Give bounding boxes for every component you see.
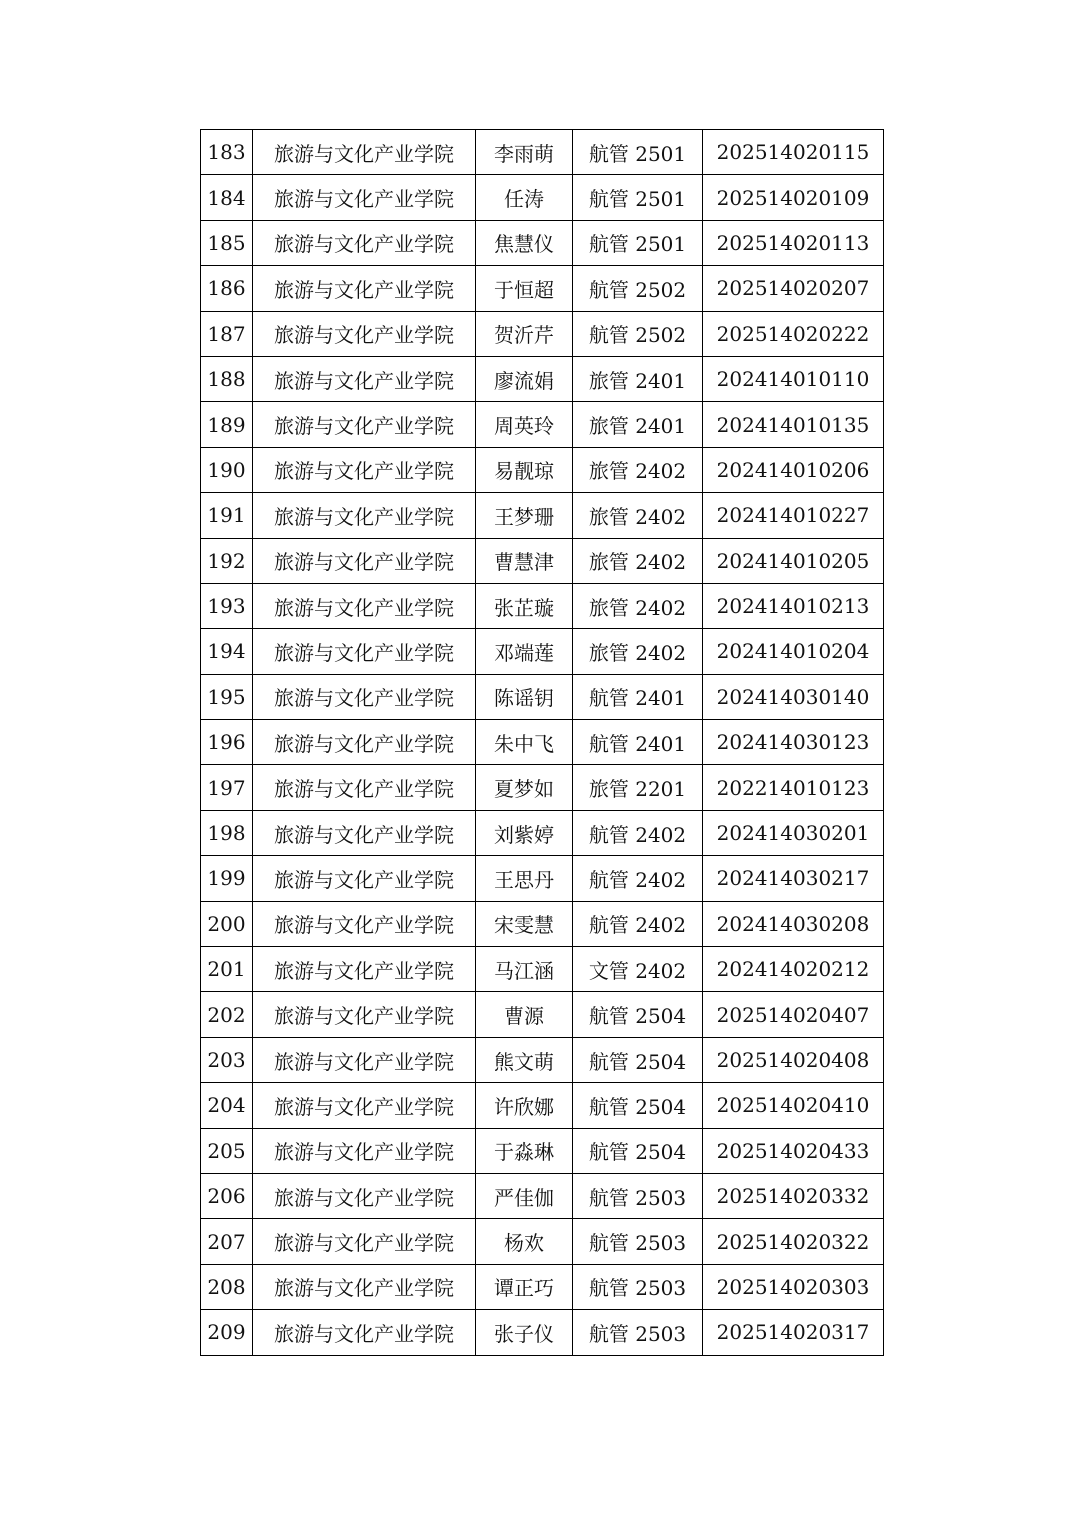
student-name-cell: 马江涵 (476, 947, 573, 992)
student-name-cell: 王思丹 (476, 856, 573, 901)
row-number-cell: 197 (201, 765, 253, 810)
student-id-cell: 202514020322 (703, 1219, 884, 1264)
class-cell: 航管 2502 (573, 266, 703, 311)
row-number-cell: 204 (201, 1083, 253, 1128)
college-cell: 旅游与文化产业学院 (253, 356, 476, 401)
college-cell: 旅游与文化产业学院 (253, 947, 476, 992)
row-number-cell: 186 (201, 266, 253, 311)
table-row (201, 175, 884, 220)
class-cell: 航管 2504 (573, 1128, 703, 1173)
student-name-cell: 贺沂芹 (476, 311, 573, 356)
roster-body (201, 130, 884, 1356)
class-cell: 航管 2504 (573, 992, 703, 1037)
class-cell: 航管 2401 (573, 720, 703, 765)
row-number-cell: 185 (201, 220, 253, 265)
student-id-cell: 202514020115 (703, 130, 884, 175)
row-number-cell: 184 (201, 175, 253, 220)
row-number-cell: 191 (201, 493, 253, 538)
college-cell: 旅游与文化产业学院 (253, 992, 476, 1037)
class-cell: 旅管 2402 (573, 583, 703, 628)
table-row (201, 493, 884, 538)
student-name-cell: 杨欢 (476, 1219, 573, 1264)
table-row (201, 1037, 884, 1082)
class-cell: 航管 2501 (573, 175, 703, 220)
student-id-cell: 202514020207 (703, 266, 884, 311)
student-id-cell: 202414030140 (703, 674, 884, 719)
table-row (201, 856, 884, 901)
row-number-cell: 208 (201, 1264, 253, 1309)
student-name-cell: 廖流娟 (476, 356, 573, 401)
table-row (201, 583, 884, 628)
student-name-cell: 焦慧仪 (476, 220, 573, 265)
table-row (201, 765, 884, 810)
student-id-cell: 202514020408 (703, 1037, 884, 1082)
student-id-cell: 202414010135 (703, 402, 884, 447)
college-cell: 旅游与文化产业学院 (253, 175, 476, 220)
student-name-cell: 曹源 (476, 992, 573, 1037)
row-number-cell: 189 (201, 402, 253, 447)
class-cell: 旅管 2201 (573, 765, 703, 810)
class-cell: 旅管 2401 (573, 402, 703, 447)
class-cell: 旅管 2402 (573, 538, 703, 583)
row-number-cell: 203 (201, 1037, 253, 1082)
class-cell: 航管 2402 (573, 810, 703, 855)
student-name-cell: 张子仪 (476, 1310, 573, 1355)
student-id-cell: 202214010123 (703, 765, 884, 810)
row-number-cell: 205 (201, 1128, 253, 1173)
college-cell: 旅游与文化产业学院 (253, 1083, 476, 1128)
class-cell: 航管 2504 (573, 1037, 703, 1082)
college-cell: 旅游与文化产业学院 (253, 402, 476, 447)
table-row (201, 1128, 884, 1173)
student-id-cell: 202514020332 (703, 1173, 884, 1218)
row-number-cell: 200 (201, 901, 253, 946)
row-number-cell: 187 (201, 311, 253, 356)
college-cell: 旅游与文化产业学院 (253, 810, 476, 855)
class-cell: 航管 2501 (573, 130, 703, 175)
student-id-cell: 202514020303 (703, 1264, 884, 1309)
college-cell: 旅游与文化产业学院 (253, 583, 476, 628)
student-name-cell: 朱中飞 (476, 720, 573, 765)
student-name-cell: 邓端莲 (476, 629, 573, 674)
row-number-cell: 209 (201, 1310, 253, 1355)
student-name-cell: 于恒超 (476, 266, 573, 311)
student-id-cell: 202414020212 (703, 947, 884, 992)
class-cell: 文管 2402 (573, 947, 703, 992)
student-name-cell: 熊文萌 (476, 1037, 573, 1082)
college-cell: 旅游与文化产业学院 (253, 856, 476, 901)
row-number-cell: 190 (201, 447, 253, 492)
table-row (201, 447, 884, 492)
table-row (201, 992, 884, 1037)
student-name-cell: 夏梦如 (476, 765, 573, 810)
student-id-cell: 202414010205 (703, 538, 884, 583)
class-cell: 航管 2504 (573, 1083, 703, 1128)
class-cell: 旅管 2402 (573, 493, 703, 538)
row-number-cell: 199 (201, 856, 253, 901)
student-id-cell: 202514020113 (703, 220, 884, 265)
college-cell: 旅游与文化产业学院 (253, 1128, 476, 1173)
student-name-cell: 于淼琳 (476, 1128, 573, 1173)
student-id-cell: 202414010206 (703, 447, 884, 492)
table-row (201, 130, 884, 175)
row-number-cell: 196 (201, 720, 253, 765)
college-cell: 旅游与文化产业学院 (253, 1037, 476, 1082)
college-cell: 旅游与文化产业学院 (253, 220, 476, 265)
row-number-cell: 206 (201, 1173, 253, 1218)
college-cell: 旅游与文化产业学院 (253, 447, 476, 492)
student-id-cell: 202414030123 (703, 720, 884, 765)
college-cell: 旅游与文化产业学院 (253, 901, 476, 946)
student-name-cell: 宋雯慧 (476, 901, 573, 946)
student-id-cell: 202414030217 (703, 856, 884, 901)
class-cell: 旅管 2401 (573, 356, 703, 401)
student-name-cell: 易靓琼 (476, 447, 573, 492)
college-cell: 旅游与文化产业学院 (253, 720, 476, 765)
student-id-cell: 202514020407 (703, 992, 884, 1037)
row-number-cell: 194 (201, 629, 253, 674)
class-cell: 航管 2503 (573, 1173, 703, 1218)
class-cell: 航管 2503 (573, 1310, 703, 1355)
student-id-cell: 202514020222 (703, 311, 884, 356)
class-cell: 航管 2501 (573, 220, 703, 265)
row-number-cell: 195 (201, 674, 253, 719)
table-row (201, 311, 884, 356)
class-cell: 航管 2401 (573, 674, 703, 719)
table-row (201, 629, 884, 674)
student-name-cell: 王梦珊 (476, 493, 573, 538)
student-name-cell: 曹慧津 (476, 538, 573, 583)
class-cell: 航管 2503 (573, 1264, 703, 1309)
table-row (201, 674, 884, 719)
student-name-cell: 严佳伽 (476, 1173, 573, 1218)
class-cell: 航管 2402 (573, 856, 703, 901)
class-cell: 旅管 2402 (573, 447, 703, 492)
student-id-cell: 202414010213 (703, 583, 884, 628)
college-cell: 旅游与文化产业学院 (253, 1173, 476, 1218)
student-name-cell: 刘紫婷 (476, 810, 573, 855)
student-id-cell: 202514020317 (703, 1310, 884, 1355)
student-id-cell: 202514020410 (703, 1083, 884, 1128)
college-cell: 旅游与文化产业学院 (253, 765, 476, 810)
table-row (201, 266, 884, 311)
student-id-cell: 202414010110 (703, 356, 884, 401)
college-cell: 旅游与文化产业学院 (253, 1310, 476, 1355)
roster-table (200, 129, 884, 1356)
student-id-cell: 202414010227 (703, 493, 884, 538)
table-row (201, 220, 884, 265)
table-row (201, 1310, 884, 1355)
row-number-cell: 198 (201, 810, 253, 855)
class-cell: 航管 2503 (573, 1219, 703, 1264)
table-row (201, 901, 884, 946)
table-row (201, 947, 884, 992)
class-cell: 航管 2402 (573, 901, 703, 946)
row-number-cell: 193 (201, 583, 253, 628)
college-cell: 旅游与文化产业学院 (253, 266, 476, 311)
table-row (201, 1173, 884, 1218)
row-number-cell: 183 (201, 130, 253, 175)
table-row (201, 720, 884, 765)
student-id-cell: 202514020109 (703, 175, 884, 220)
student-id-cell: 202414010204 (703, 629, 884, 674)
row-number-cell: 207 (201, 1219, 253, 1264)
table-row (201, 810, 884, 855)
student-name-cell: 周英玲 (476, 402, 573, 447)
class-cell: 旅管 2402 (573, 629, 703, 674)
college-cell: 旅游与文化产业学院 (253, 130, 476, 175)
table-row (201, 356, 884, 401)
student-id-cell: 202514020433 (703, 1128, 884, 1173)
college-cell: 旅游与文化产业学院 (253, 674, 476, 719)
table-row (201, 1083, 884, 1128)
student-name-cell: 谭正巧 (476, 1264, 573, 1309)
college-cell: 旅游与文化产业学院 (253, 493, 476, 538)
table-row (201, 1219, 884, 1264)
student-name-cell: 陈谣钥 (476, 674, 573, 719)
row-number-cell: 192 (201, 538, 253, 583)
college-cell: 旅游与文化产业学院 (253, 538, 476, 583)
row-number-cell: 201 (201, 947, 253, 992)
student-name-cell: 李雨萌 (476, 130, 573, 175)
table-row (201, 402, 884, 447)
student-id-cell: 202414030208 (703, 901, 884, 946)
row-number-cell: 202 (201, 992, 253, 1037)
college-cell: 旅游与文化产业学院 (253, 311, 476, 356)
table-row (201, 1264, 884, 1309)
college-cell: 旅游与文化产业学院 (253, 1219, 476, 1264)
college-cell: 旅游与文化产业学院 (253, 629, 476, 674)
student-name-cell: 许欣娜 (476, 1083, 573, 1128)
class-cell: 航管 2502 (573, 311, 703, 356)
student-name-cell: 张芷璇 (476, 583, 573, 628)
table-row (201, 538, 884, 583)
student-id-cell: 202414030201 (703, 810, 884, 855)
college-cell: 旅游与文化产业学院 (253, 1264, 476, 1309)
student-name-cell: 任涛 (476, 175, 573, 220)
row-number-cell: 188 (201, 356, 253, 401)
